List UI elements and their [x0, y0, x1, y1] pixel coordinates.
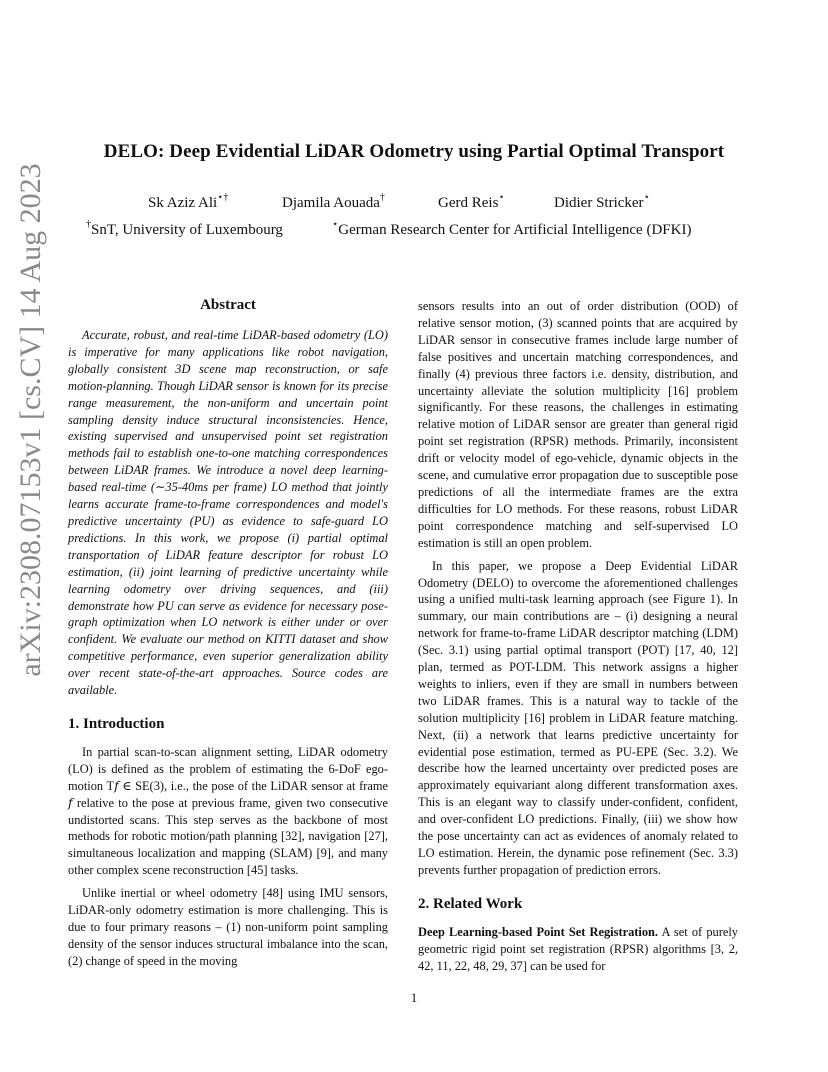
affiliation-2: ⋆German Research Center for Artificial Intelligence (DFKI): [332, 219, 692, 238]
related-paragraph-text: A set of purely geometric rigid point set registration (RPSR) algorithms [3, 2, 42, 11, 22, 48, 29, 37] can be used for: [418, 924, 738, 973]
left-column: [68, 296, 388, 970]
section-heading-related-work: 2. Related Work: [418, 895, 523, 912]
related-lead-heading: Deep Learning-based Point Set Registration.: [418, 924, 659, 939]
arxiv-identifier: arXiv:2308.07153v1 [cs.CV] 14 Aug 2023: [14, 163, 47, 677]
abstract-text: Accurate, robust, and real-time LiDAR-based odometry (LO) is imperative for many applications like robot navigation, globally consistent 3D scene map reconstruction, or safe motion-planning. Though LiDAR sensor is known for its precise range measurement, the non-uniform and uncertain point sampling density induce structural inconsistencies. Hence, existing supervised and unsupervised point set registration methods fail to establish one-to-one matching correspondences between LiDAR frames. We introduce a novel deep learning-based real-time (∼35-40ms per frame) LO method that jointly learns accurate frame-to-frame correspondences and model's predictive uncertainty (PU) as evidence to safe-guard LO predictions. In this work, we propose (i) partial optimal transportation of LiDAR feature descriptor for robust LO estimation, (ii) joint learning of predictive uncertainty while learning odometry over driving sequences, and (iii) demonstrate how PU can serve as evidence for necessary pose-graph optimization when LO network is either under or over confident. We evaluate our method on KITTI dataset and show competitive performance, even superior generalization ability over recent state-of-the-art approaches. Source codes are available.: [68, 328, 388, 698]
related-paragraph-1: [418, 924, 738, 975]
intro-paragraph-3: sensors results into an out of order distribution (OOD) of relative sensor motion, (3) scanned points that are acquired by LiDAR sensor in consecutive frames include large number of false positives and uncertain matching correspondences, and finally (4) previous three factors i.e. density, distribution, and uncertainty alleviate the solution multiplicity [16] problem significantly. For these reasons, the challenges in estimating relative motion of LiDAR sensor are greater than general rigid point set registration (RPSR) methods. Primarily, inconsistent drift or velocity model of ego-vehicle, dynamic objects in the scene, and cumulative error propagation due to susceptible pose predictions of all the intermediate frames are the extra difficulties for LO methods. For these reasons, robust LiDAR point correspondence matching and self-supervised LO estimation is still an open problem.: [418, 299, 738, 550]
author-4: Didier Stricker⋆: [554, 192, 650, 211]
intro-paragraph-1: In partial scan-to-scan alignment setting, LiDAR odometry (LO) is defined as the problem of estimating the 6-DoF ego-motion T𝑓 ∈ SE(3), i.e., the pose of the LiDAR sensor at frame 𝑓 relative to the pose at previous frame, given two consecutive undistorted scans. This step serves as the backbone of most methods for robotic motion/path planning [32], navigation [27], simultaneous localization and mapping (SLAM) [9], and many other complex scene reconstruction [45] tasks.: [68, 744, 388, 878]
author-3: Gerd Reis⋆: [438, 192, 505, 211]
right-column: [418, 298, 738, 975]
author-2: Djamila Aouada†: [282, 192, 385, 211]
author-1: Sk Aziz Ali⋆†: [148, 192, 229, 211]
affiliation-1: †SnT, University of Luxembourg: [86, 219, 283, 238]
section-heading-introduction: 1. Introduction: [68, 715, 165, 732]
page-number: 1: [410, 990, 418, 1005]
intro-paragraph-4: In this paper, we propose a Deep Evidential LiDAR Odometry (DELO) to overcome the aforementioned challenges using a unified multi-task learning approach (see Figure 1). In summary, our main contributions are – (i) designing a neural network for frame-to-frame LiDAR descriptor matching (LDM) (Sec. 3.1) using partial optimal transport (POT) [17, 40, 12] plan, termed as POT-LDM. This network assigns a higher weights to inliers, even if they are small in numbers between two LiDAR frames. This is a natural way to tackle of the solution multiplicity [16] problem in LiDAR feature matching. Next, (ii) a network that learns predictive uncertainty for evidential pose estimation, termed as PU-EPE (Sec. 3.2). We describe how the learned uncertainty over predicted poses are approximately equivariant along different transformation axes. This is an elegant way to classify under-confident, confident, and over-confident LO predictions. Finally, (iii) we show how the pose uncertainty can act as evidences of anomaly related to LO estimation. Herein, the dynamic pose refinement (Sec. 3.3) prevents further propagation of prediction errors.: [418, 558, 738, 877]
paper-title: DELO: Deep Evidential LiDAR Odometry using Partial Optimal Transport: [103, 141, 725, 162]
intro-paragraph-2: Unlike inertial or wheel odometry [48] using IMU sensors, LiDAR-only odometry estimation is more challenging. This is due to four primary reasons – (1) non-uniform point sampling density of the sensor induces structural imbalance into the scan, (2) change of speed in the moving: [68, 886, 388, 968]
abstract-title: Abstract: [200, 297, 256, 313]
